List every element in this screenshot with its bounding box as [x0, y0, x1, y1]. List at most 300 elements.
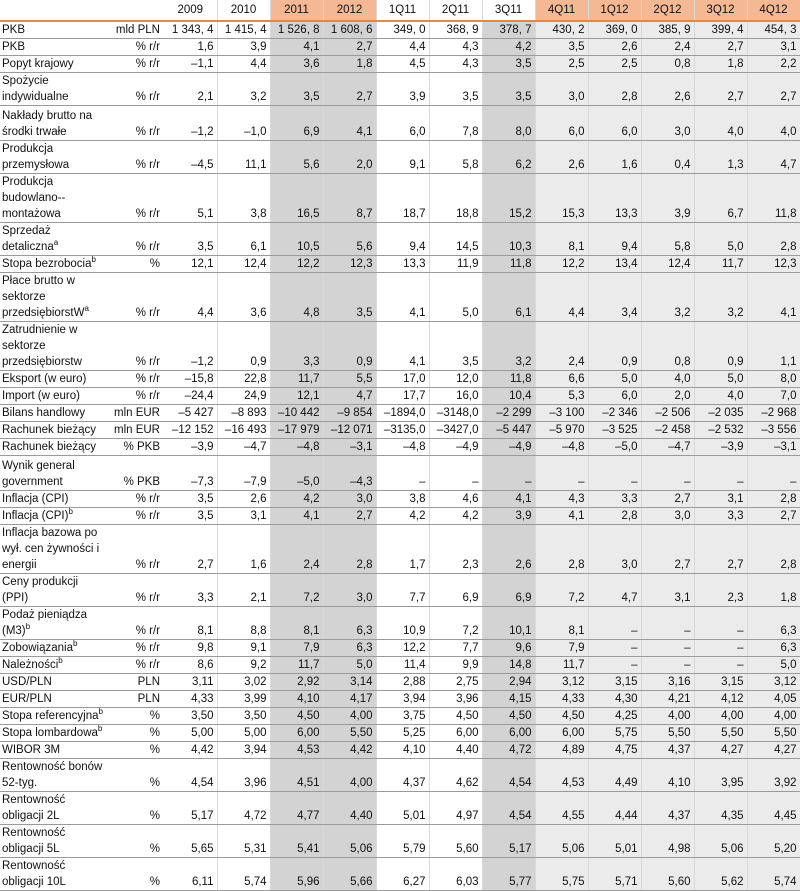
value-cell: 18,8: [429, 174, 482, 223]
table-row: [0, 725, 800, 742]
value-cell: –8 893: [217, 405, 270, 422]
value-cell: –9 854: [323, 405, 376, 422]
value-cell: 3,9: [641, 174, 694, 223]
value-cell: –: [429, 456, 482, 491]
table-row: [0, 525, 800, 574]
header-blank: [0, 0, 106, 21]
row-label-text: Należności: [2, 659, 59, 671]
value-cell: –1,2: [164, 322, 217, 371]
value-cell: 3,5: [164, 491, 217, 508]
value-cell: 7,7: [429, 640, 482, 657]
row-unit: mln EUR: [106, 405, 164, 422]
value-cell: 2,8: [535, 525, 588, 574]
value-cell: 3,2: [482, 322, 535, 371]
value-cell: 5,17: [482, 825, 535, 858]
row-label-text: Podaż pieniądza (M3): [2, 609, 88, 637]
value-cell: 5,17: [164, 792, 217, 825]
value-cell: 15,2: [482, 174, 535, 223]
value-cell: 4,50: [482, 708, 535, 725]
value-cell: 4,49: [588, 759, 641, 792]
value-cell: –5 447: [482, 422, 535, 439]
value-cell: 4,17: [323, 691, 376, 708]
value-cell: 0,4: [641, 141, 694, 174]
value-cell: –1,1: [164, 56, 217, 73]
value-cell: 5,50: [323, 725, 376, 742]
value-cell: 4,4: [217, 56, 270, 73]
value-cell: 0,9: [588, 322, 641, 371]
row-label: [0, 525, 106, 574]
value-cell: –: [588, 607, 641, 640]
value-cell: 3,16: [641, 674, 694, 691]
row-unit: % r/r: [106, 640, 164, 657]
table-row: [0, 371, 800, 388]
value-cell: 5,96: [270, 858, 323, 891]
value-cell: 4,53: [535, 759, 588, 792]
value-cell: –: [694, 607, 747, 640]
value-cell: 12,1: [164, 256, 217, 273]
row-label: [0, 759, 106, 792]
table-row: [0, 256, 800, 273]
value-cell: 6,0: [535, 106, 588, 141]
table-row: [0, 388, 800, 405]
value-cell: –4,7: [217, 439, 270, 456]
value-cell: –3,9: [164, 439, 217, 456]
row-unit: %: [106, 742, 164, 759]
value-cell: 5,0: [747, 657, 800, 674]
row-unit: % r/r: [106, 525, 164, 574]
value-cell: 6,9: [429, 574, 482, 607]
row-label: [0, 657, 106, 674]
value-cell: –3427,0: [429, 422, 482, 439]
value-cell: 3,0: [641, 508, 694, 525]
row-label-text: Inflacja bazowa po wył. cen żywności i energii: [2, 527, 100, 571]
value-cell: –12 152: [164, 422, 217, 439]
value-cell: 3,0: [535, 73, 588, 106]
value-cell: 4,50: [270, 708, 323, 725]
row-unit: % r/r: [106, 174, 164, 223]
value-cell: 5,71: [588, 858, 641, 891]
value-cell: 4,5: [376, 56, 429, 73]
row-unit: % r/r: [106, 322, 164, 371]
value-cell: 368, 9: [429, 21, 482, 39]
value-cell: 4,37: [376, 759, 429, 792]
column-header: 2011: [270, 0, 323, 21]
value-cell: 3,02: [217, 674, 270, 691]
footnote-marker: b: [98, 707, 103, 717]
value-cell: 6,9: [270, 106, 323, 141]
value-cell: 4,1: [270, 508, 323, 525]
value-cell: 9,4: [376, 223, 429, 256]
row-label: [0, 674, 106, 691]
value-cell: 2,4: [270, 525, 323, 574]
value-cell: 4,37: [641, 792, 694, 825]
value-cell: 3,6: [270, 56, 323, 73]
value-cell: 4,1: [535, 508, 588, 525]
value-cell: –1894,0: [376, 405, 429, 422]
column-header: 2009: [164, 0, 217, 21]
row-label: [0, 371, 106, 388]
row-label-text: Rentowność obligacji 10L: [2, 860, 66, 888]
value-cell: 3,0: [641, 106, 694, 141]
table-row: [0, 456, 800, 491]
value-cell: 4,12: [694, 691, 747, 708]
footnote-marker: b: [91, 255, 96, 265]
value-cell: 9,6: [482, 640, 535, 657]
table-row: [0, 39, 800, 56]
table-row: [0, 21, 800, 39]
table-row: [0, 56, 800, 73]
value-cell: 3,1: [747, 39, 800, 56]
row-label: [0, 858, 106, 891]
value-cell: 3,2: [641, 273, 694, 322]
row-label: [0, 141, 106, 174]
value-cell: 4,53: [270, 742, 323, 759]
value-cell: 7,9: [535, 640, 588, 657]
row-label-text: Popyt krajowy: [2, 58, 74, 70]
value-cell: 3,8: [217, 174, 270, 223]
value-cell: –3 525: [588, 422, 641, 439]
row-label-text: Import (w euro): [2, 390, 80, 402]
value-cell: 6,3: [323, 607, 376, 640]
row-unit: % r/r: [106, 141, 164, 174]
value-cell: –4,7: [641, 439, 694, 456]
table-row: [0, 439, 800, 456]
value-cell: 22,8: [217, 371, 270, 388]
value-cell: –5 427: [164, 405, 217, 422]
value-cell: 4,27: [694, 742, 747, 759]
row-label: [0, 825, 106, 858]
value-cell: 5,50: [641, 725, 694, 742]
value-cell: 6,7: [694, 174, 747, 223]
value-cell: 4,10: [641, 759, 694, 792]
value-cell: 2,7: [694, 73, 747, 106]
value-cell: 4,10: [376, 742, 429, 759]
row-label: [0, 439, 106, 456]
value-cell: 5,74: [747, 858, 800, 891]
value-cell: 378, 7: [482, 21, 535, 39]
value-cell: 4,3: [429, 39, 482, 56]
value-cell: 4,40: [429, 742, 482, 759]
value-cell: 4,3: [429, 56, 482, 73]
value-cell: 3,3: [270, 322, 323, 371]
value-cell: 4,44: [588, 792, 641, 825]
value-cell: 6,9: [482, 574, 535, 607]
row-label-text: Rentowność obligacji 5L: [2, 827, 66, 855]
row-label-text: Stopa lombardowa: [2, 727, 98, 739]
row-label-text: Inflacja (CPI): [2, 510, 69, 522]
value-cell: 2,94: [482, 674, 535, 691]
row-label: [0, 708, 106, 725]
value-cell: 12,2: [376, 640, 429, 657]
value-cell: 2,0: [323, 141, 376, 174]
table-row: [0, 691, 800, 708]
value-cell: 6,3: [747, 640, 800, 657]
column-header: 2Q11: [429, 0, 482, 21]
column-header: 1Q12: [588, 0, 641, 21]
row-unit: % PKB: [106, 456, 164, 491]
column-header: 2010: [217, 0, 270, 21]
footnote-marker: a: [53, 238, 59, 248]
value-cell: 2,7: [641, 525, 694, 574]
row-label: [0, 691, 106, 708]
value-cell: 3,4: [588, 273, 641, 322]
value-cell: 5,0: [694, 223, 747, 256]
value-cell: –4,8: [535, 439, 588, 456]
column-header: 2Q12: [641, 0, 694, 21]
value-cell: 4,4: [376, 39, 429, 56]
row-label-text: PKB: [2, 24, 26, 36]
value-cell: 4,50: [535, 708, 588, 725]
value-cell: 5,60: [641, 858, 694, 891]
footnote-marker: b: [97, 724, 103, 734]
value-cell: –7,3: [164, 456, 217, 491]
value-cell: 24,9: [217, 388, 270, 405]
value-cell: –4,8: [376, 439, 429, 456]
row-unit: % r/r: [106, 508, 164, 525]
value-cell: 4,72: [482, 742, 535, 759]
value-cell: 3,96: [429, 691, 482, 708]
table-row: [0, 759, 800, 792]
value-cell: 454, 3: [747, 21, 800, 39]
row-unit: %: [106, 825, 164, 858]
value-cell: 2,6: [482, 525, 535, 574]
value-cell: –2 506: [641, 405, 694, 422]
value-cell: 2,1: [164, 73, 217, 106]
value-cell: 5,00: [164, 725, 217, 742]
value-cell: 1 608, 6: [323, 21, 376, 39]
value-cell: 4,10: [270, 691, 323, 708]
row-unit: %: [106, 725, 164, 742]
value-cell: 8,0: [747, 371, 800, 388]
value-cell: 2,7: [323, 39, 376, 56]
value-cell: 3,94: [376, 691, 429, 708]
row-label-text: Rentowność bonów 52-tyg.: [2, 761, 103, 789]
value-cell: 5,0: [694, 371, 747, 388]
value-cell: 5,60: [429, 825, 482, 858]
value-cell: 4,00: [641, 708, 694, 725]
value-cell: 5,06: [535, 825, 588, 858]
value-cell: 7,2: [270, 574, 323, 607]
value-cell: –4,9: [429, 439, 482, 456]
row-label: [0, 73, 106, 106]
value-cell: 2,2: [747, 56, 800, 73]
value-cell: 5,6: [323, 223, 376, 256]
value-cell: 16,0: [429, 388, 482, 405]
value-cell: 3,5: [164, 508, 217, 525]
value-cell: 2,8: [747, 525, 800, 574]
value-cell: 6,1: [482, 273, 535, 322]
row-label-text: Zobowiązania: [2, 642, 73, 654]
value-cell: 5,66: [323, 858, 376, 891]
value-cell: 4,15: [482, 691, 535, 708]
value-cell: 5,75: [588, 725, 641, 742]
value-cell: 430, 2: [535, 21, 588, 39]
header-blank-unit: [106, 0, 164, 21]
value-cell: 4,1: [482, 491, 535, 508]
value-cell: 369, 0: [588, 21, 641, 39]
value-cell: 2,7: [641, 491, 694, 508]
value-cell: 6,00: [482, 725, 535, 742]
footnote-marker: b: [72, 639, 78, 649]
value-cell: 2,6: [641, 73, 694, 106]
value-cell: 2,3: [694, 574, 747, 607]
value-cell: 3,9: [376, 73, 429, 106]
value-cell: –: [376, 456, 429, 491]
row-label-text: USD/PLN: [2, 676, 52, 688]
row-label-text: Rachunek bieżący: [2, 424, 96, 436]
value-cell: 11,7: [694, 256, 747, 273]
row-unit: % r/r: [106, 607, 164, 640]
value-cell: 4,62: [429, 759, 482, 792]
value-cell: 4,6: [429, 491, 482, 508]
value-cell: 6,3: [747, 607, 800, 640]
value-cell: 3,2: [694, 273, 747, 322]
value-cell: 4,00: [323, 708, 376, 725]
value-cell: 4,42: [323, 742, 376, 759]
value-cell: 12,1: [270, 388, 323, 405]
value-cell: 3,92: [747, 759, 800, 792]
value-cell: 2,8: [747, 223, 800, 256]
value-cell: 13,4: [588, 256, 641, 273]
value-cell: 7,2: [535, 574, 588, 607]
row-unit: % r/r: [106, 39, 164, 56]
row-label: [0, 725, 106, 742]
value-cell: 3,11: [164, 674, 217, 691]
value-cell: 5,3: [535, 388, 588, 405]
row-label: [0, 273, 106, 322]
value-cell: –7,9: [217, 456, 270, 491]
table-row: [0, 708, 800, 725]
footnote-marker: b: [68, 507, 73, 517]
value-cell: 12,3: [747, 256, 800, 273]
value-cell: 7,9: [270, 640, 323, 657]
value-cell: 3,5: [429, 322, 482, 371]
value-cell: 18,7: [376, 174, 429, 223]
table-row: [0, 657, 800, 674]
table-row: [0, 858, 800, 891]
value-cell: 2,1: [217, 574, 270, 607]
value-cell: 4,1: [747, 273, 800, 322]
value-cell: –1,2: [164, 106, 217, 141]
value-cell: 4,1: [376, 322, 429, 371]
value-cell: 2,7: [694, 39, 747, 56]
value-cell: –2 458: [641, 422, 694, 439]
value-cell: 7,2: [429, 607, 482, 640]
value-cell: 17,0: [376, 371, 429, 388]
row-unit: % PKB: [106, 439, 164, 456]
value-cell: –2 299: [482, 405, 535, 422]
value-cell: 0,9: [323, 322, 376, 371]
value-cell: 5,01: [376, 792, 429, 825]
value-cell: 4,1: [270, 39, 323, 56]
value-cell: 6,0: [376, 106, 429, 141]
value-cell: 4,4: [535, 273, 588, 322]
row-label-text: Płace brutto w sektorze przedsiębiorstW: [2, 275, 85, 319]
row-label: [0, 106, 106, 141]
value-cell: 9,1: [376, 141, 429, 174]
row-label-text: Rentowność obligacji 2L: [2, 794, 66, 822]
value-cell: 2,5: [588, 56, 641, 73]
value-cell: 3,1: [694, 491, 747, 508]
value-cell: 2,0: [641, 388, 694, 405]
value-cell: 2,7: [747, 508, 800, 525]
row-label-text: Produkcja budowlano--montażowa: [2, 176, 66, 220]
value-cell: 3,12: [535, 674, 588, 691]
row-unit: % r/r: [106, 388, 164, 405]
value-cell: 12,4: [641, 256, 694, 273]
row-label: [0, 640, 106, 657]
value-cell: 3,0: [588, 525, 641, 574]
value-cell: 5,0: [429, 273, 482, 322]
value-cell: 3,50: [217, 708, 270, 725]
value-cell: 8,1: [164, 607, 217, 640]
value-cell: –24,4: [164, 388, 217, 405]
value-cell: –3,9: [694, 439, 747, 456]
row-label: [0, 405, 106, 422]
value-cell: –: [641, 640, 694, 657]
value-cell: 11,8: [482, 256, 535, 273]
row-label: [0, 574, 106, 607]
value-cell: 6,00: [535, 725, 588, 742]
value-cell: –4,8: [270, 439, 323, 456]
value-cell: 3,99: [217, 691, 270, 708]
value-cell: 17,7: [376, 388, 429, 405]
row-unit: %: [106, 792, 164, 825]
value-cell: 4,54: [164, 759, 217, 792]
value-cell: 7,0: [747, 388, 800, 405]
row-unit: %: [106, 708, 164, 725]
value-cell: –4,3: [323, 456, 376, 491]
value-cell: 8,0: [482, 106, 535, 141]
row-label: [0, 607, 106, 640]
value-cell: 3,5: [164, 223, 217, 256]
value-cell: 6,3: [323, 640, 376, 657]
value-cell: 4,0: [747, 106, 800, 141]
value-cell: 7,8: [429, 106, 482, 141]
value-cell: 6,1: [217, 223, 270, 256]
value-cell: 4,2: [429, 508, 482, 525]
column-header: 3Q11: [482, 0, 535, 21]
value-cell: 6,2: [482, 141, 535, 174]
value-cell: –2 968: [747, 405, 800, 422]
value-cell: 349, 0: [376, 21, 429, 39]
value-cell: 3,1: [217, 508, 270, 525]
value-cell: 2,7: [323, 73, 376, 106]
value-cell: 2,6: [217, 491, 270, 508]
value-cell: 4,25: [588, 708, 641, 725]
table-row: [0, 422, 800, 439]
row-label-text: Zatrudnienie w sektorze przedsiębiorstw: [2, 324, 82, 368]
value-cell: 1,6: [164, 39, 217, 56]
value-cell: –4,9: [482, 439, 535, 456]
table-row: [0, 640, 800, 657]
value-cell: 5,74: [217, 858, 270, 891]
row-unit: mln EUR: [106, 422, 164, 439]
value-cell: –17 979: [270, 422, 323, 439]
value-cell: 2,6: [535, 141, 588, 174]
row-unit: %: [106, 759, 164, 792]
value-cell: 1,3: [694, 141, 747, 174]
row-label: [0, 422, 106, 439]
value-cell: 4,40: [323, 792, 376, 825]
value-cell: 12,4: [217, 256, 270, 273]
value-cell: 5,62: [694, 858, 747, 891]
column-header: 3Q12: [694, 0, 747, 21]
value-cell: 9,4: [588, 223, 641, 256]
row-unit: PLN: [106, 691, 164, 708]
value-cell: 14,5: [429, 223, 482, 256]
table-row: [0, 174, 800, 223]
